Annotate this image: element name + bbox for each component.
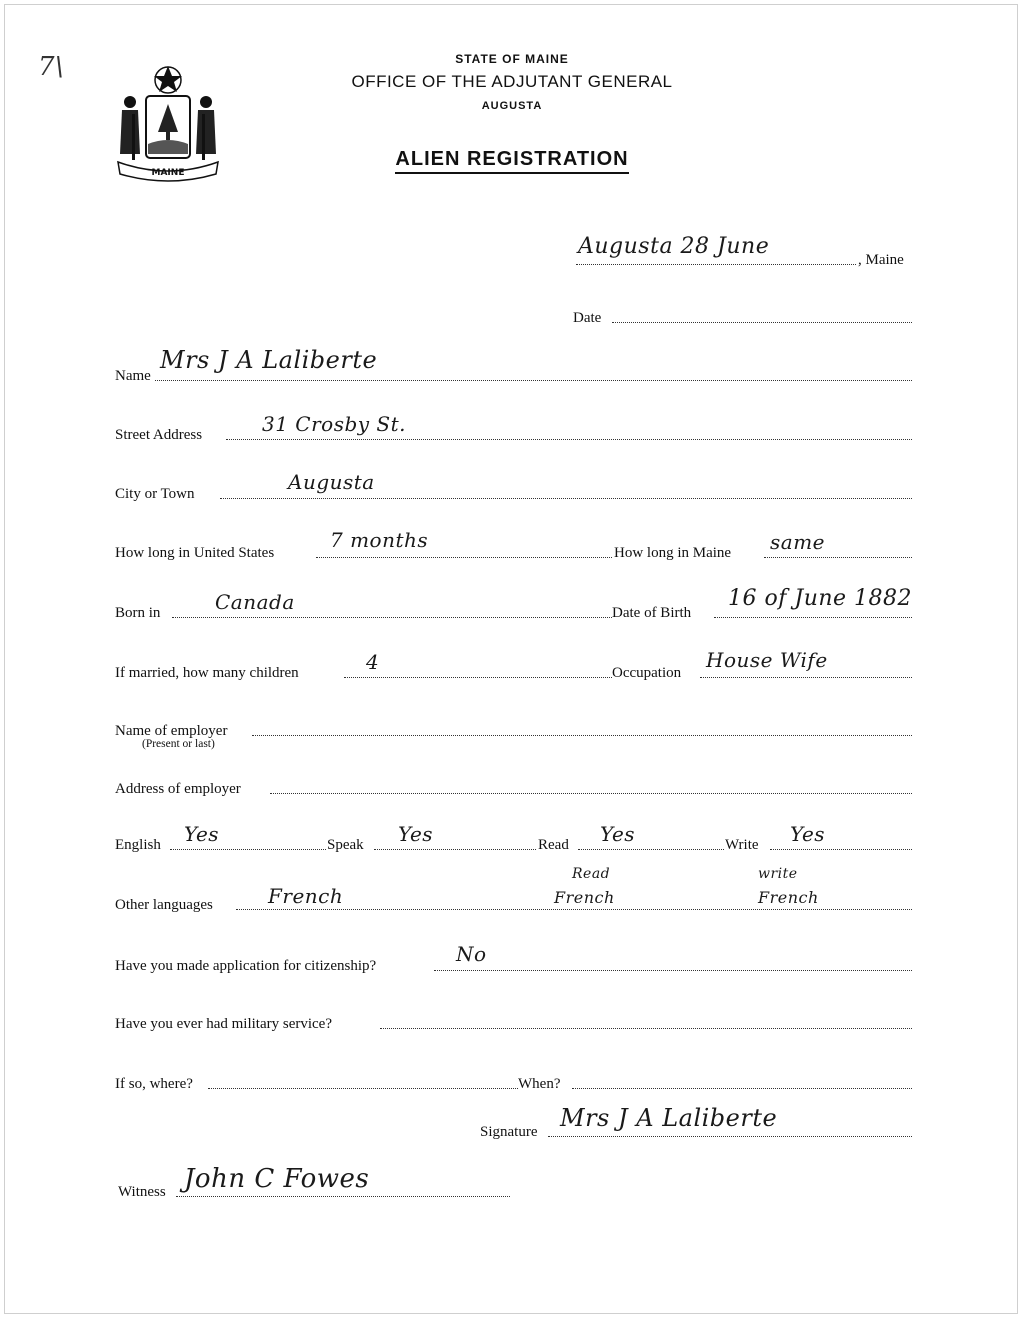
date-field[interactable] [612,322,912,323]
date-of-birth-value: 16 of June 1882 [728,586,913,611]
other-languages-value: French [268,884,344,908]
other-languages-write-note: write [758,866,798,882]
children-field[interactable] [344,677,612,678]
header-city: AUGUSTA [481,100,543,112]
form-page [4,4,1018,1314]
how-long-us-value: 7 months [330,528,429,552]
witness-field[interactable] [176,1196,510,1197]
date-label: Date [573,310,602,326]
name-label: Name [115,368,151,384]
name-field[interactable] [155,380,912,381]
when-label: When? [518,1076,561,1092]
form-title-text: ALIEN REGISTRATION [395,148,628,174]
street-address-value: 31 Crosby St. [262,412,407,436]
occupation-label: Occupation [612,665,682,681]
born-in-value: Canada [215,590,295,614]
employer-name-sublabel: (Present or last) [142,738,215,750]
how-long-maine-field[interactable] [764,557,912,558]
where-label: If so, where? [115,1076,193,1092]
employer-address-label: Address of employer [115,781,241,797]
born-in-field[interactable] [172,617,612,618]
speak-field[interactable] [374,849,536,850]
how-long-maine-label: How long in Maine [614,545,732,561]
signature-field[interactable] [548,1136,912,1137]
other-languages-read-value: French [554,888,615,907]
write-field[interactable] [770,849,912,850]
english-field[interactable] [170,849,326,850]
header-office: OFFICE OF THE ADJUTANT GENERAL [351,72,673,91]
witness-value: John C Fowes [184,1164,370,1194]
read-value: Yes [600,822,636,846]
other-languages-write-value: French [758,888,819,907]
name-value: Mrs J A Laliberte [160,346,378,374]
write-value: Yes [790,822,826,846]
born-in-label: Born in [115,605,161,621]
how-long-us-field[interactable] [316,557,612,558]
date-of-birth-label: Date of Birth [612,605,692,621]
street-address-field[interactable] [226,439,912,440]
english-value: Yes [184,822,220,846]
when-field[interactable] [572,1088,912,1089]
employer-name-field[interactable] [252,735,912,736]
employer-address-field[interactable] [270,793,912,794]
how-long-maine-value: same [770,530,825,554]
place-value: Augusta 28 June [578,234,770,259]
street-address-label: Street Address [115,427,203,443]
city-label: City or Town [115,486,195,502]
witness-label: Witness [118,1184,166,1200]
other-languages-label: Other languages [115,897,213,913]
city-value: Augusta [288,470,375,494]
read-field[interactable] [578,849,724,850]
how-long-us-label: How long in United States [115,545,275,561]
other-languages-read-note: Read [572,866,611,882]
seal-banner-text: MAINE [151,168,185,178]
place-suffix: , Maine [858,252,904,268]
read-label: Read [538,837,569,853]
citizenship-value: No [456,942,487,966]
speak-label: Speak [327,837,364,853]
children-value: 4 [366,650,380,674]
signature-label: Signature [480,1124,538,1140]
write-label: Write [725,837,759,853]
speak-value: Yes [398,822,434,846]
corner-mark: 7\ [38,52,65,82]
where-field[interactable] [208,1088,518,1089]
military-field[interactable] [380,1028,912,1029]
children-label: If married, how many children [115,665,299,681]
citizenship-field[interactable] [434,970,912,971]
occupation-field[interactable] [700,677,912,678]
form-title [0,148,1024,171]
military-label: Have you ever had military service? [115,1016,332,1032]
header-state: STATE OF MAINE [455,52,569,66]
signature-value: Mrs J A Laliberte [560,1104,778,1132]
date-of-birth-field[interactable] [714,617,912,618]
occupation-value: House Wife [706,648,828,672]
citizenship-label: Have you made application for citizenship? [115,958,377,974]
other-languages-field[interactable] [236,909,912,910]
employer-name-label: Name of employer [115,723,228,739]
place-line [576,264,856,265]
city-field[interactable] [220,498,912,499]
english-label: English [115,837,161,853]
